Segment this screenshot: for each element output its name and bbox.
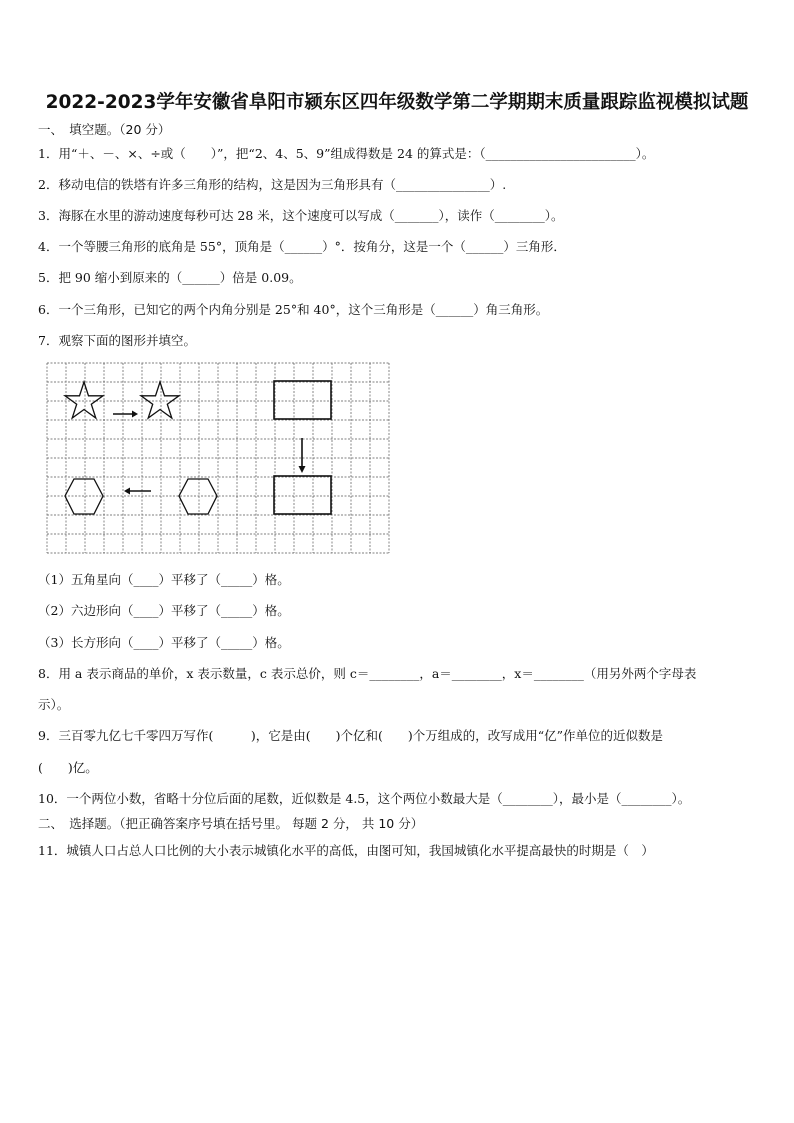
question-6: 6．一个三角形，已知它的两个内角分别是 25°和 40°，这个三角形是（______）角三角形。	[38, 302, 549, 317]
grid-figure-svg	[46, 362, 390, 554]
question-1: 1．用“＋、－、×、÷或（ ）”，把“2、4、5、9”组成得数是 24 的算式是：（________________________）。	[38, 146, 655, 161]
question-8-line-2: 示）。	[38, 697, 70, 712]
question-10: 10．一个两位小数，省略十分位后面的尾数，近似数是 4.5，这个两位小数最大是（________），最小是（________）。	[38, 791, 691, 806]
arrow-down-head	[299, 466, 306, 473]
question-8-line-1: 8．用 a 表示商品的单价，x 表示数量，c 表示总价，则 c＝________，a＝________，x＝________（用另外两个字母表	[38, 666, 697, 681]
question-7: 7．观察下面的图形并填空。	[38, 333, 196, 348]
question-7-part-1: （1）五角星向（____）平移了（_____）格。	[38, 572, 290, 587]
question-5: 5．把 90 缩小到原来的（______）倍是 0.09。	[38, 270, 302, 285]
dashed-grid	[47, 363, 389, 553]
hexagon-icon	[179, 479, 217, 514]
hexagon-icon	[65, 479, 103, 514]
rectangle-original	[274, 381, 331, 419]
section-fill-blank-heading: 一、 填空题。（20 分）	[38, 122, 171, 137]
question-7-part-3: （3）长方形向（____）平移了（_____）格。	[38, 635, 290, 650]
question-7-part-2: （2）六边形向（____）平移了（_____）格。	[38, 603, 290, 618]
question-4: 4．一个等腰三角形的底角是 55°，顶角是（______）°．按角分，这是一个（______）三角形．	[38, 239, 566, 254]
star-icon	[65, 382, 103, 418]
star-icon	[141, 382, 179, 418]
question-2: 2．移动电信的铁塔有许多三角形的结构，这是因为三角形具有（_______________）.	[38, 177, 507, 192]
question-9-line-1: 9．三百零九亿七千零四万写作( )，它是由( )个亿和( )个万组成的，改写成用“亿”作单位的近似数是	[38, 728, 663, 743]
question-9-line-2: ( )亿。	[38, 760, 98, 775]
page-title: 2022-2023学年安徽省阜阳市颍东区四年级数学第二学期期末质量跟踪监视模拟试题	[45, 92, 749, 113]
question-3: 3．海豚在水里的游动速度每秒可达 28 米，这个速度可以写成（_______），读作（________）。	[38, 208, 564, 223]
translation-figure	[46, 362, 390, 554]
arrow-left-head	[124, 488, 130, 495]
arrow-right-head	[132, 411, 138, 418]
rectangle-moved	[274, 476, 331, 514]
section-choice-heading: 二、 选择题。（把正确答案序号填在括号里。 每题 2 分， 共 10 分）	[38, 816, 424, 831]
question-11: 11．城镇人口占总人口比例的大小表示城镇化水平的高低，由图可知，我国城镇化水平提高最快的时期是（ ）	[38, 843, 654, 858]
